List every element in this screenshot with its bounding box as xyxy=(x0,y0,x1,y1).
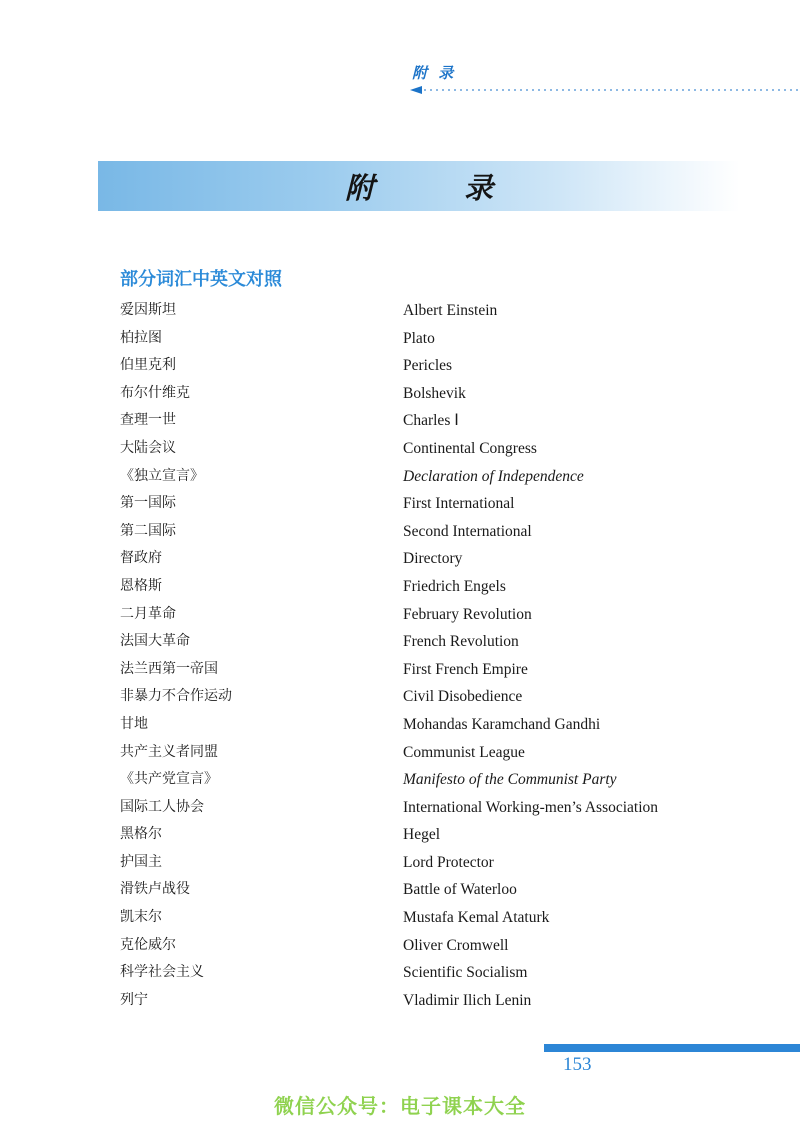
glossary-row xyxy=(0,545,800,573)
term-chinese: 恩格斯 xyxy=(120,577,162,594)
glossary-row xyxy=(0,766,800,794)
glossary-row xyxy=(0,794,800,822)
term-chinese: 滑铁卢战役 xyxy=(120,881,190,898)
term-english: Civil Disobedience xyxy=(403,688,523,706)
glossary-row xyxy=(0,518,800,546)
glossary-row xyxy=(0,463,800,491)
section-heading: 部分词汇中英文对照 xyxy=(120,269,282,290)
glossary-row xyxy=(0,628,800,656)
page-number: 153 xyxy=(563,1054,592,1075)
term-english: Mohandas Karamchand Gandhi xyxy=(403,715,601,733)
term-english: Pericles xyxy=(403,357,453,375)
term-english: Hegel xyxy=(403,826,441,844)
term-chinese: 第二国际 xyxy=(120,522,176,539)
term-english: Battle of Waterloo xyxy=(403,881,517,899)
term-english: Second International xyxy=(403,522,532,540)
term-chinese: 克伦威尔 xyxy=(120,936,176,953)
glossary-row xyxy=(0,932,800,960)
glossary-row xyxy=(0,325,800,353)
term-english: Continental Congress xyxy=(403,439,537,457)
glossary-row xyxy=(0,435,800,463)
term-chinese: 大陆会议 xyxy=(120,439,176,456)
term-chinese: 法兰西第一帝国 xyxy=(120,660,218,677)
term-chinese: 查理一世 xyxy=(120,412,176,429)
term-english: Friedrich Engels xyxy=(403,577,506,595)
term-chinese: 柏拉图 xyxy=(120,329,162,346)
term-chinese: 《共产党宣言》 xyxy=(120,771,218,788)
term-chinese: 爱因斯坦 xyxy=(120,302,176,318)
glossary-row xyxy=(0,297,800,325)
glossary-row xyxy=(0,490,800,518)
term-chinese: 国际工人协会 xyxy=(120,798,204,815)
term-chinese: 科学社会主义 xyxy=(120,964,204,981)
glossary-row xyxy=(0,711,800,739)
running-header-label: 附 录 xyxy=(412,64,457,82)
glossary-row xyxy=(0,380,800,408)
term-chinese: 《独立宣言》 xyxy=(120,467,204,484)
footer-accent-bar xyxy=(544,1044,800,1052)
term-english: Manifesto of the Communist Party xyxy=(403,771,617,789)
term-english: Directory xyxy=(403,550,463,568)
term-english: Oliver Cromwell xyxy=(403,936,509,954)
glossary-row xyxy=(0,656,800,684)
watermark-text: 微信公众号：电子课本大全 xyxy=(274,1094,526,1118)
term-chinese: 列宁 xyxy=(120,991,148,1008)
term-chinese: 非暴力不合作运动 xyxy=(120,688,232,705)
page-title: 附 录 xyxy=(344,170,534,205)
term-chinese: 督政府 xyxy=(120,550,162,567)
term-english: First International xyxy=(403,495,515,513)
term-english: Plato xyxy=(403,329,435,347)
term-english: Albert Einstein xyxy=(403,302,498,319)
term-chinese: 甘地 xyxy=(120,715,148,732)
glossary-row xyxy=(0,987,800,1015)
term-chinese: 黑格尔 xyxy=(120,826,162,843)
header-dotted-rule xyxy=(410,84,800,96)
term-chinese: 第一国际 xyxy=(120,495,176,512)
term-english: Declaration of Independence xyxy=(403,467,584,485)
glossary-row xyxy=(0,876,800,904)
term-chinese: 护国主 xyxy=(120,853,162,870)
term-english: Mustafa Kemal Ataturk xyxy=(403,909,550,927)
glossary-row xyxy=(0,352,800,380)
term-chinese: 布尔什维克 xyxy=(120,384,190,401)
glossary-row xyxy=(0,573,800,601)
term-english: Communist League xyxy=(403,743,525,761)
term-chinese: 共产主义者同盟 xyxy=(120,743,218,760)
glossary-row xyxy=(0,821,800,849)
term-english: French Revolution xyxy=(403,633,519,651)
glossary-row xyxy=(0,959,800,987)
term-chinese: 凯末尔 xyxy=(120,909,162,926)
term-chinese: 伯里克利 xyxy=(120,357,176,374)
term-chinese: 法国大革命 xyxy=(120,633,190,650)
glossary-row xyxy=(0,904,800,932)
glossary-list xyxy=(0,297,800,1014)
term-english: Lord Protector xyxy=(403,853,494,871)
term-english: Bolshevik xyxy=(403,384,466,402)
glossary-row xyxy=(0,407,800,435)
term-chinese: 二月革命 xyxy=(120,605,176,622)
term-english: Charles Ⅰ xyxy=(403,412,459,430)
glossary-row xyxy=(0,849,800,877)
term-english: Vladimir Ilich Lenin xyxy=(403,991,532,1009)
glossary-row xyxy=(0,601,800,629)
term-english: First French Empire xyxy=(403,660,528,678)
glossary-row xyxy=(0,683,800,711)
glossary-row xyxy=(0,739,800,767)
term-english: Scientific Socialism xyxy=(403,964,528,982)
term-english: International Working-men’s Association xyxy=(403,798,659,816)
term-english: February Revolution xyxy=(403,605,532,623)
title-banner xyxy=(98,161,740,211)
